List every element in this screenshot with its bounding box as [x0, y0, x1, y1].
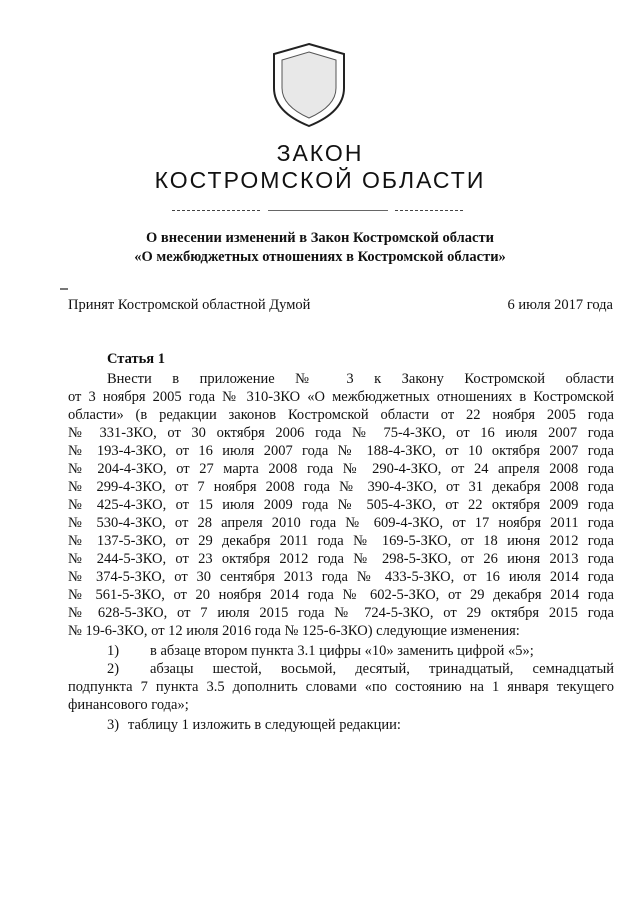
list-item-number: 3)	[107, 717, 120, 733]
list-item-text: финансового года»;	[68, 697, 189, 713]
title-separator	[172, 210, 260, 211]
adopted-by: Принят Костромской областной Думой	[68, 297, 311, 313]
title-separator	[268, 210, 388, 211]
article-text-line: № 244-5-ЗКО, от 23 октября 2012 года № 298-5-ЗКО, от 26 июня 2013 года	[68, 551, 614, 567]
emblem-placeholder	[268, 40, 350, 130]
law-subject-line2: «О межбюджетных отношениях в Костромской области»	[134, 249, 506, 265]
article-text-line: № 331-ЗКО, от 30 октября 2006 года № 75-4-ЗКО, от 16 июля 2007 года	[68, 425, 614, 441]
article-text-line: № 193-4-ЗКО, от 16 июля 2007 года № 188-4-ЗКО, от 10 октября 2007 года	[68, 443, 614, 459]
list-item-text: подпункта 7 пункта 3.5 дополнить словами «по состоянию на 1 января текущего	[68, 679, 614, 695]
article-text-line: № 628-5-ЗКО, от 7 июля 2015 года № 724-5-ЗКО, от 29 октября 2015 года	[68, 605, 614, 621]
article-text-line: области» (в редакции законов Костромской области от 22 ноября 2005 года	[68, 407, 614, 423]
article-text-line: Внести в приложение № 3 к Закону Костромской области	[107, 371, 614, 387]
law-title-line1: ЗАКОН	[276, 140, 364, 166]
title-separator	[395, 210, 463, 211]
article-text-line: № 530-4-ЗКО, от 28 апреля 2010 года № 609-4-ЗКО, от 17 ноября 2011 года	[68, 515, 614, 531]
list-item-text: таблицу 1 изложить в следующей редакции:	[128, 717, 401, 733]
list-item-number: 2)	[107, 661, 120, 677]
article-text-line: № 425-4-ЗКО, от 15 июля 2009 года № 505-4-ЗКО, от 22 октября 2009 года	[68, 497, 614, 513]
article-text-line: № 19-6-ЗКО, от 12 июля 2016 года № 125-6-ЗКО) следующие изменения:	[68, 623, 520, 639]
law-subject-line1: О внесении изменений в Закон Костромской области	[146, 230, 494, 246]
margin-mark	[60, 288, 68, 290]
article-text-line: № 374-5-ЗКО, от 30 сентября 2013 года № 433-5-ЗКО, от 16 июля 2014 года	[68, 569, 614, 585]
list-item-text: в абзаце втором пункта 3.1 цифры «10» заменить цифрой «5»;	[150, 643, 534, 659]
adoption-date: 6 июля 2017 года	[507, 297, 613, 313]
list-item-number: 1)	[107, 643, 120, 659]
article-text-line: № 204-4-ЗКО, от 27 марта 2008 года № 290-4-ЗКО, от 24 апреля 2008 года	[68, 461, 614, 477]
article-text-line: № 561-5-ЗКО, от 20 ноября 2014 года № 602-5-ЗКО, от 29 декабря 2014 года	[68, 587, 614, 603]
article-heading: Статья 1	[107, 351, 165, 367]
list-item-text: абзацы шестой, восьмой, десятый, тринадцатый, семнадцатый	[150, 661, 614, 677]
article-text-line: от 3 ноября 2005 года № 310-ЗКО «О межбюджетных отношениях в Костромской	[68, 389, 614, 405]
law-title-line2: КОСТРОМСКОЙ ОБЛАСТИ	[154, 167, 486, 193]
article-text-line: № 137-5-ЗКО, от 29 декабря 2011 года № 169-5-ЗКО, от 18 июня 2012 года	[68, 533, 614, 549]
article-text-line: № 299-4-ЗКО, от 7 ноября 2008 года № 390-4-ЗКО, от 31 декабря 2008 года	[68, 479, 614, 495]
